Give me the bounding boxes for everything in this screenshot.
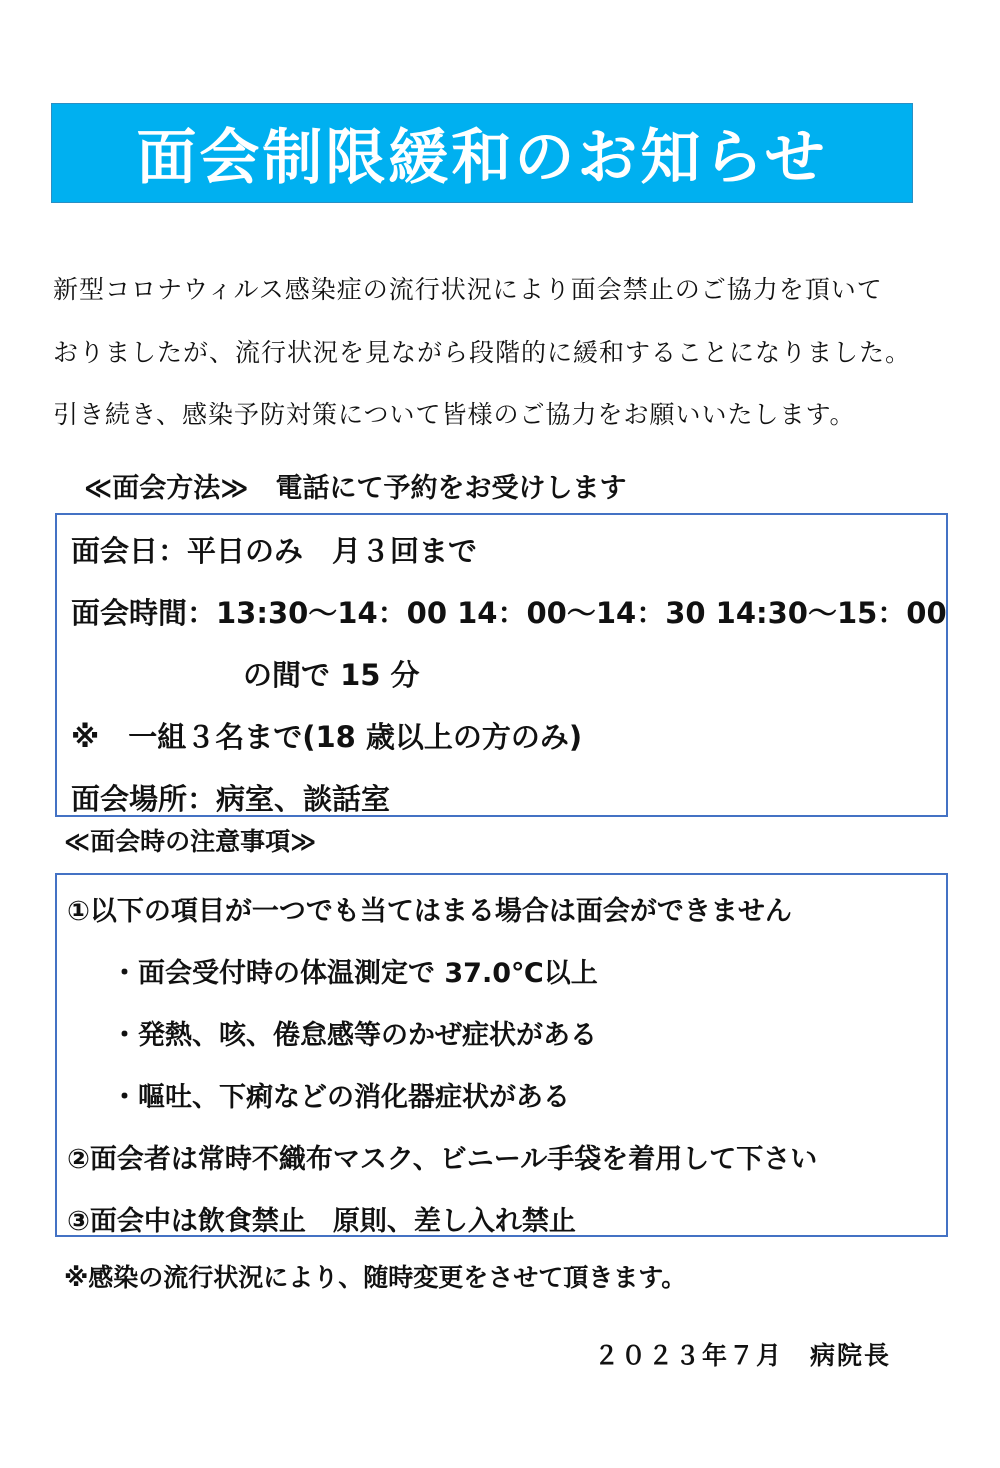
caution-1: ①以下の項目が一つでも当てはまる場合は面会ができません <box>67 896 792 927</box>
intro-line-2: おりましたが、流行状況を見ながら段階的に緩和することになりました。 <box>53 338 912 367</box>
caution-1-b: ・発熱、咳、倦怠感等のかぜ症状がある <box>111 1020 597 1051</box>
visit-time-line: 面会時間：13:30～14：00 14：00～14：30 14:30～15：00 <box>71 596 947 630</box>
footer-note: ※感染の流行状況により、随時変更をさせて頂きます。 <box>64 1263 687 1292</box>
caution-2: ②面会者は常時不織布マスク、ビニール手袋を着用して下さい <box>67 1144 818 1175</box>
visit-duration-line: の間で 15 分 <box>243 658 420 692</box>
visit-day-line: 面会日：平日のみ 月３回まで <box>71 534 478 568</box>
caution-1-a: ・面会受付時の体温測定で 37.0℃以上 <box>111 958 598 989</box>
page-title: 面会制限緩和のお知らせ <box>136 123 828 193</box>
intro-line-3: 引き続き、感染予防対策について皆様のご協力をお願いいたします。 <box>53 400 856 429</box>
visit-place-line: 面会場所：病室、談話室 <box>71 782 391 816</box>
caution-1-c: ・嘔吐、下痢などの消化器症状がある <box>111 1082 570 1113</box>
title-banner <box>51 103 913 203</box>
method-heading: ≪面会方法≫ 電話にて予約をお受けします <box>84 473 627 504</box>
group-limit-line: ※ 一組３名まで(18 歳以上の方のみ) <box>71 720 583 754</box>
intro-line-1: 新型コロナウィルス感染症の流行状況により面会禁止のご協力を頂いて <box>53 275 883 304</box>
method-box <box>55 513 948 817</box>
cautions-box <box>55 873 948 1237</box>
cautions-heading: ≪面会時の注意事項≫ <box>64 827 317 856</box>
signature: ２０２３年７月 病院長 <box>594 1341 892 1370</box>
caution-3: ③面会中は飲食禁止 原則、差し入れ禁止 <box>67 1206 576 1237</box>
